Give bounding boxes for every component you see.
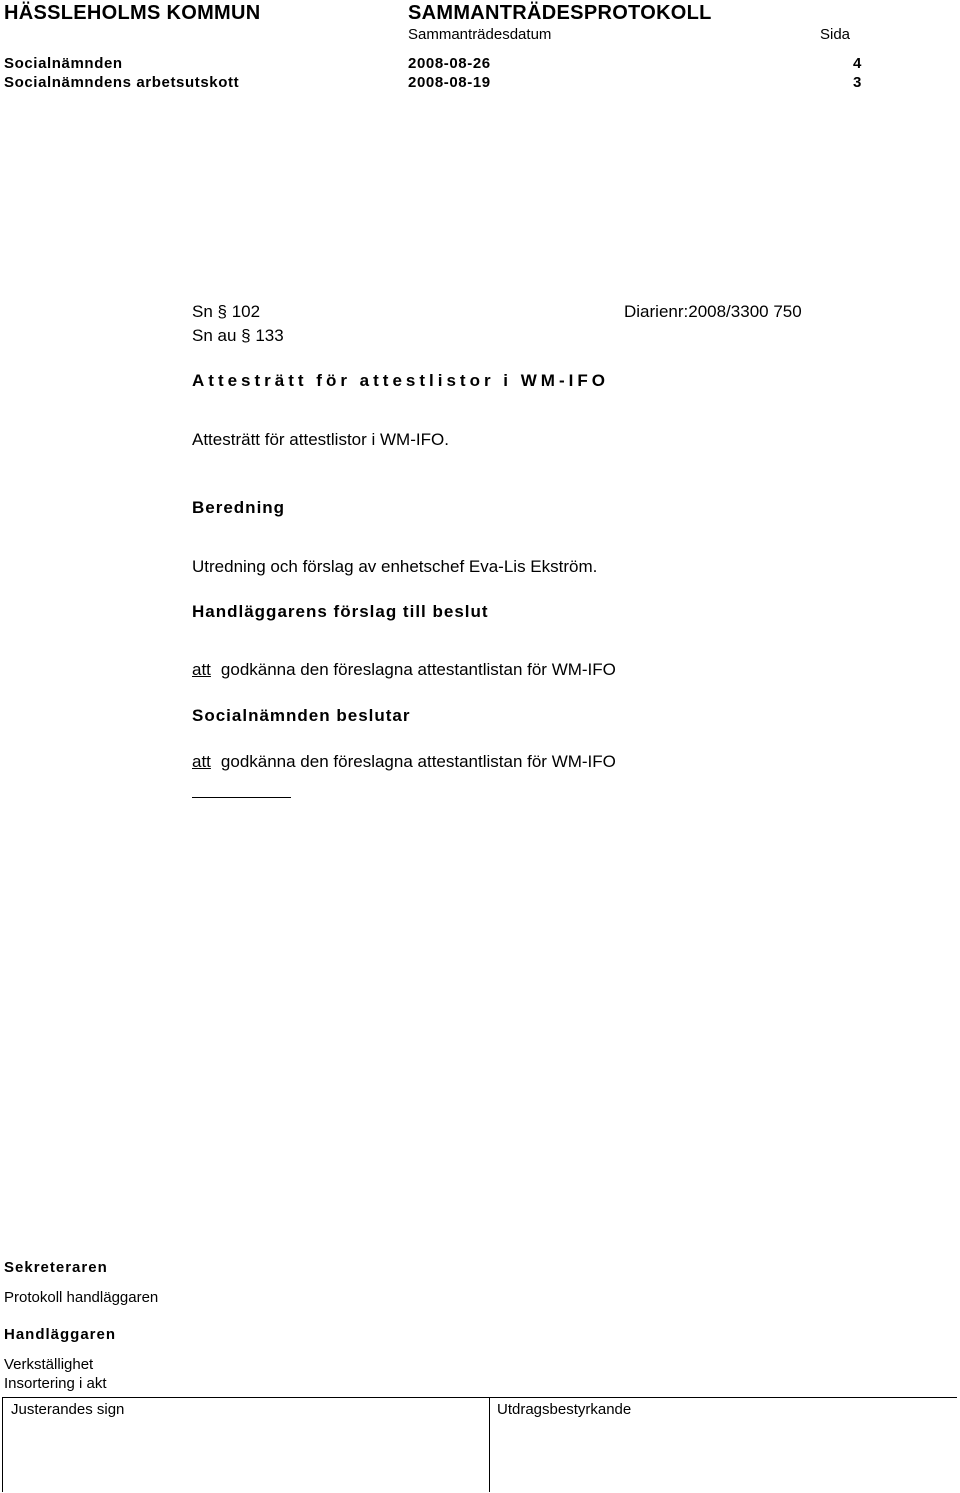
meeting-date-committee: 2008-08-26 bbox=[408, 55, 491, 72]
preparation-text: Utredning och förslag av enhetschef Eva-Lis Ekström. bbox=[192, 557, 598, 576]
decision-text bbox=[192, 752, 616, 772]
body-name-working-committee: Socialnämndens arbetsutskott bbox=[4, 74, 240, 91]
proposal-text bbox=[192, 660, 616, 680]
decision-att: att bbox=[192, 752, 211, 771]
decision-heading: Socialnämnden beslutar bbox=[192, 706, 411, 725]
page-number-working-committee: 3 bbox=[853, 74, 862, 91]
page-label: Sida bbox=[820, 26, 851, 43]
meeting-date-label: Sammanträdesdatum bbox=[408, 26, 552, 43]
extract-certification-label: Utdragsbestyrkande bbox=[497, 1401, 632, 1418]
signature-box bbox=[2, 1397, 957, 1492]
meeting-date-working-committee: 2008-08-19 bbox=[408, 74, 491, 91]
proposal-att: att bbox=[192, 660, 211, 679]
protocol-handler-label: Protokoll handläggaren bbox=[4, 1289, 159, 1306]
secretary-label: Sekreteraren bbox=[4, 1259, 108, 1276]
execution-label: Verkställighet bbox=[4, 1356, 94, 1373]
paragraph-reference: Sn § 102 bbox=[192, 302, 261, 321]
body-name-committee: Socialnämnden bbox=[4, 55, 123, 72]
case-title: Attesträtt för attestlistor i WM-IFO bbox=[192, 371, 609, 390]
registration-number: Diarienr:2008/3300 750 bbox=[624, 302, 802, 321]
proposal-heading: Handläggarens förslag till beslut bbox=[192, 602, 489, 621]
working-committee-paragraph-reference: Sn au § 133 bbox=[192, 326, 284, 345]
case-summary: Attesträtt för attestlistor i WM-IFO. bbox=[192, 430, 449, 449]
page-number-committee: 4 bbox=[853, 55, 862, 72]
adjuster-signature-label: Justerandes sign bbox=[11, 1401, 125, 1418]
document-type: SAMMANTRÄDESPROTOKOLL bbox=[408, 2, 712, 24]
case-handler-label: Handläggaren bbox=[4, 1326, 117, 1343]
filing-label: Insortering i akt bbox=[4, 1375, 107, 1392]
signature-box-divider bbox=[489, 1398, 490, 1492]
proposal-clause: godkänna den föreslagna attestantlistan för WM-IFO bbox=[220, 660, 616, 679]
preparation-heading: Beredning bbox=[192, 498, 286, 517]
section-end-line bbox=[192, 797, 291, 798]
decision-clause: godkänna den föreslagna attestantlistan för WM-IFO bbox=[220, 752, 616, 771]
municipality-name: HÄSSLEHOLMS KOMMUN bbox=[4, 2, 261, 24]
